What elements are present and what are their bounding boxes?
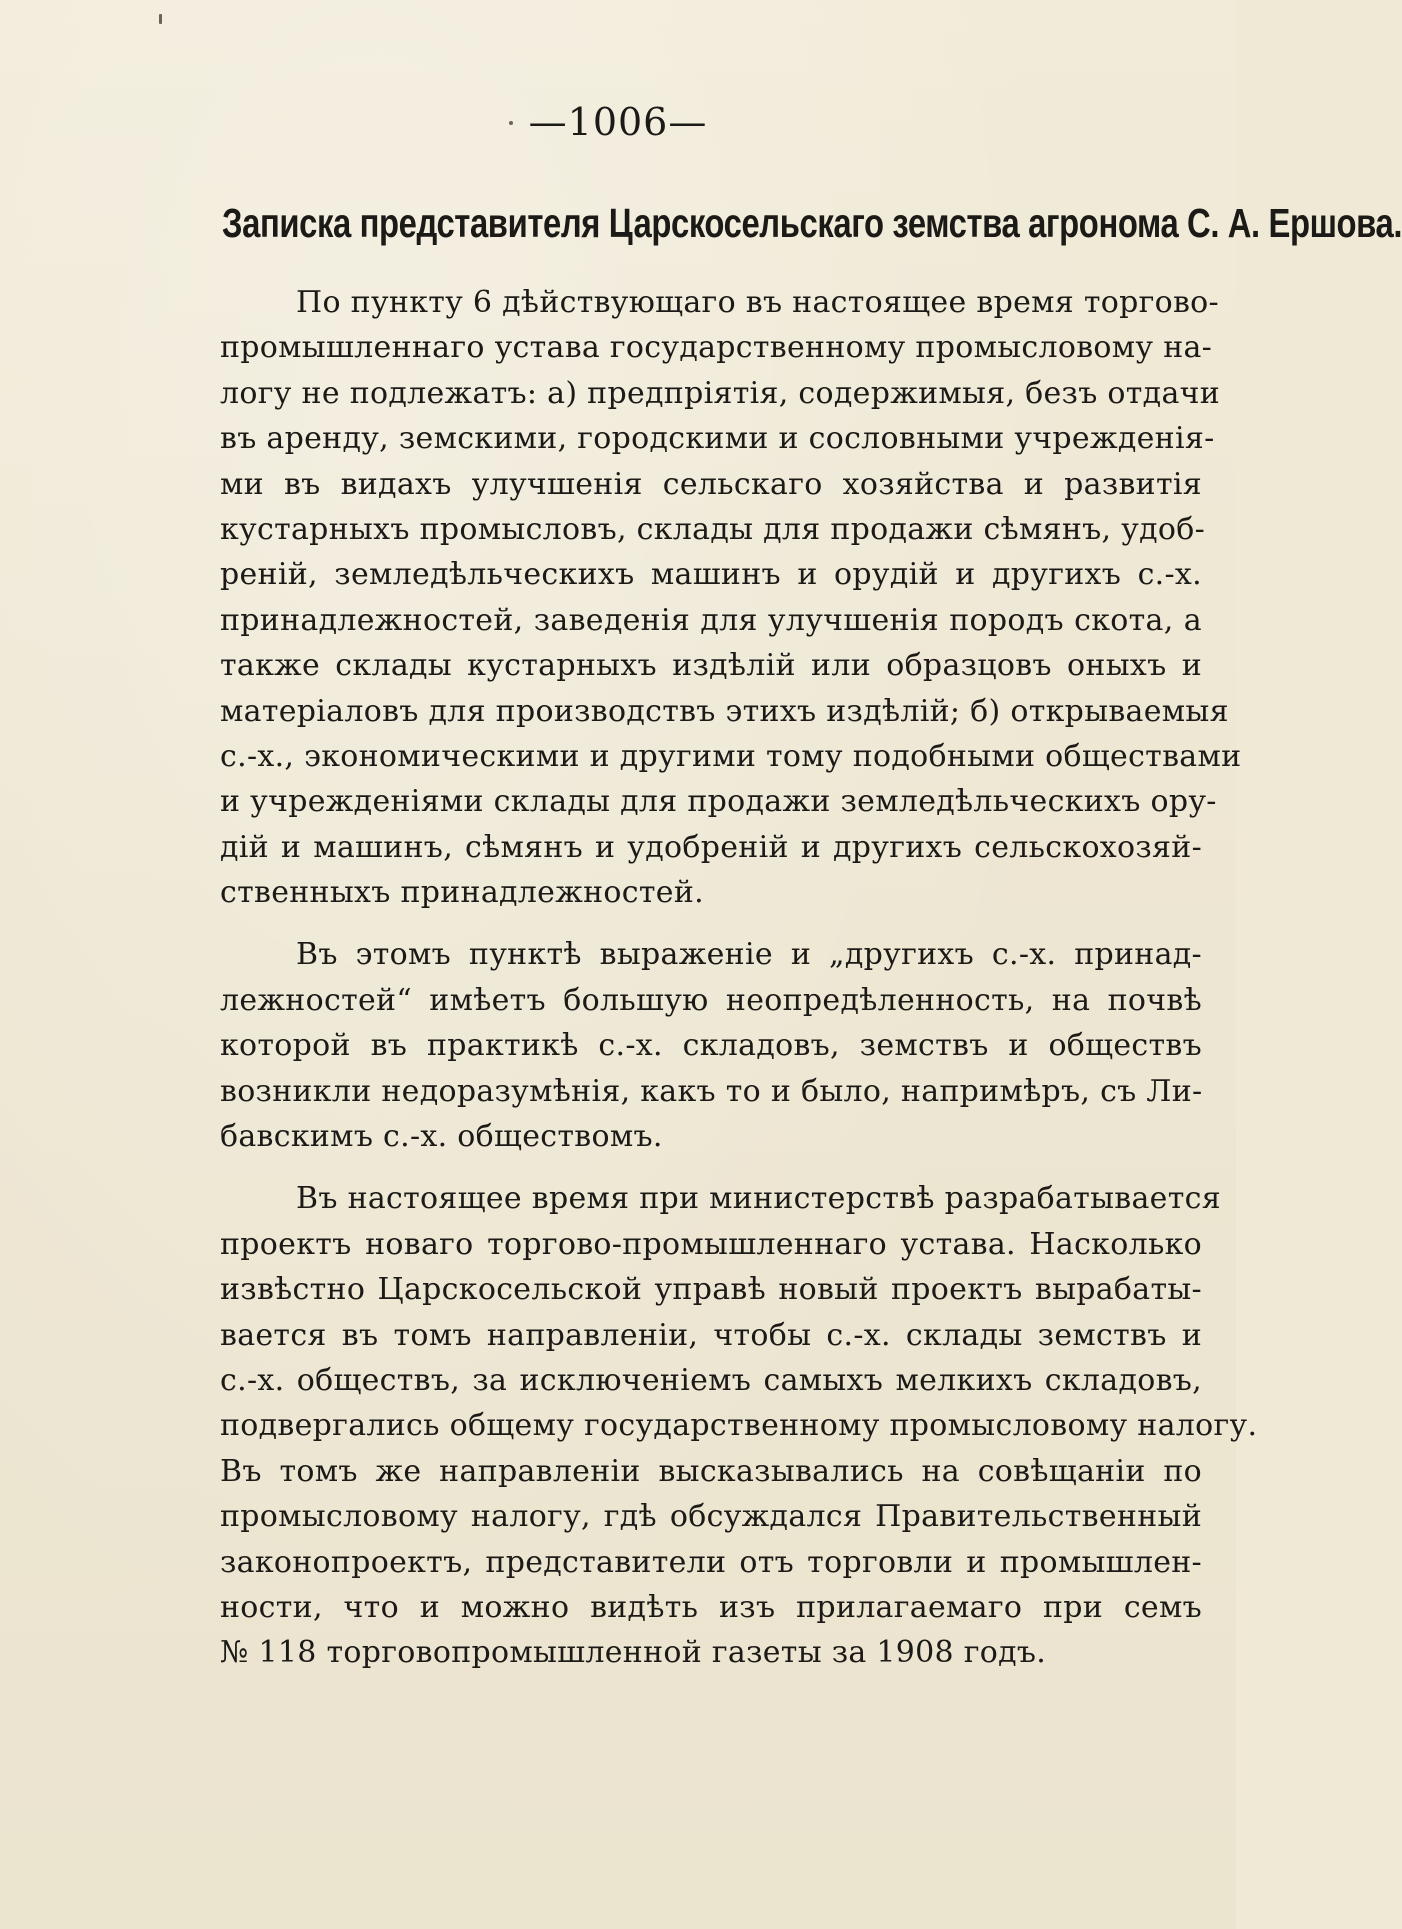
text-line: ности, что и можно видѣть изъ прилагаемаго при семъ — [220, 1589, 1202, 1625]
text-line: реній, земледѣльческихъ машинъ и орудій и другихъ с.-х. — [220, 557, 1202, 593]
text-line: № 118 торговопромышленной газеты за 1908 годъ. — [220, 1635, 1047, 1671]
text-line: логу не подлежатъ: а) предпріятія, содержимыя, безъ отдачи — [220, 375, 1221, 411]
paragraph-gap — [220, 915, 1202, 932]
document-title: Записка представителя Царскосельскаго земства агронома С. А. Ершова. — [222, 200, 1402, 246]
text-line: вается въ томъ направленіи, чтобы с.-х. склады земствъ и — [220, 1317, 1202, 1353]
text-line: дій и машинъ, сѣмянъ и удобреній и другихъ сельскохозяй- — [220, 829, 1202, 865]
text-line: принадлежностей, заведенія для улучшенія породъ скота, а — [220, 602, 1202, 638]
paragraph-1 — [220, 280, 1242, 915]
text-line: Въ этомъ пунктѣ выраженіе и „другихъ с.-х. принад- — [296, 937, 1202, 973]
paragraph-3 — [220, 1176, 1258, 1675]
text-line: подвергались общему государственному промысловому налогу. — [220, 1408, 1258, 1444]
text-line: Въ настоящее время при министерствѣ разрабатывается — [296, 1181, 1221, 1217]
text-line: которой въ практикѣ с.-х. складовъ, земствъ и обществъ — [220, 1028, 1202, 1064]
text-line: По пункту 6 дѣйствующаго въ настоящее время торгово- — [296, 285, 1219, 320]
text-line: и учрежденіями склады для продажи земледѣльческихъ ору- — [220, 784, 1217, 820]
text-line: Въ томъ же направленіи высказывались на совѣщаніи по — [220, 1453, 1202, 1489]
text-line: извѣстно Царскосельской управѣ новый проектъ вырабаты- — [220, 1272, 1202, 1308]
document-body — [220, 280, 1258, 1676]
ink-speck — [509, 121, 513, 125]
text-line: ственныхъ принадлежностей. — [220, 875, 704, 911]
text-line: въ аренду, земскими, городскими и сословными учрежденія- — [220, 421, 1215, 457]
text-line: с.-х. обществъ, за исключеніемъ самыхъ мелкихъ складовъ, — [220, 1362, 1202, 1398]
text-line: бавскимъ с.-х. обществомъ. — [220, 1119, 663, 1155]
paragraph-gap — [220, 1159, 1202, 1176]
text-line: лежностей“ имѣетъ большую неопредѣленность, на почвѣ — [220, 982, 1202, 1018]
text-line: возникли недоразумѣнія, какъ то и было, напримѣръ, съ Ли- — [220, 1073, 1203, 1109]
ink-speck — [159, 14, 162, 24]
page-number: —1006— — [528, 100, 708, 144]
text-line: матеріаловъ для производствъ этихъ издѣлій; б) открываемыя — [220, 693, 1229, 729]
text-line: проектъ новаго торгово-промышленнаго устава. Насколько — [220, 1226, 1202, 1262]
text-line: с.-х., экономическими и другими тому подобными обществами — [220, 738, 1242, 774]
text-line: также склады кустарныхъ издѣлій или образцовъ оныхъ и — [220, 648, 1202, 684]
text-line: промышленнаго устава государственному промысловому на- — [220, 330, 1213, 366]
text-line: кустарныхъ промысловъ, склады для продажи сѣмянъ, удоб- — [220, 511, 1206, 547]
text-line: ми въ видахъ улучшенія сельскаго хозяйства и развитія — [220, 466, 1202, 502]
paragraph-2 — [220, 932, 1202, 1159]
text-line: законопроектъ, представители отъ торговли и промышлен- — [220, 1544, 1202, 1580]
text-line: промысловому налогу, гдѣ обсуждался Правительственный — [220, 1499, 1202, 1535]
